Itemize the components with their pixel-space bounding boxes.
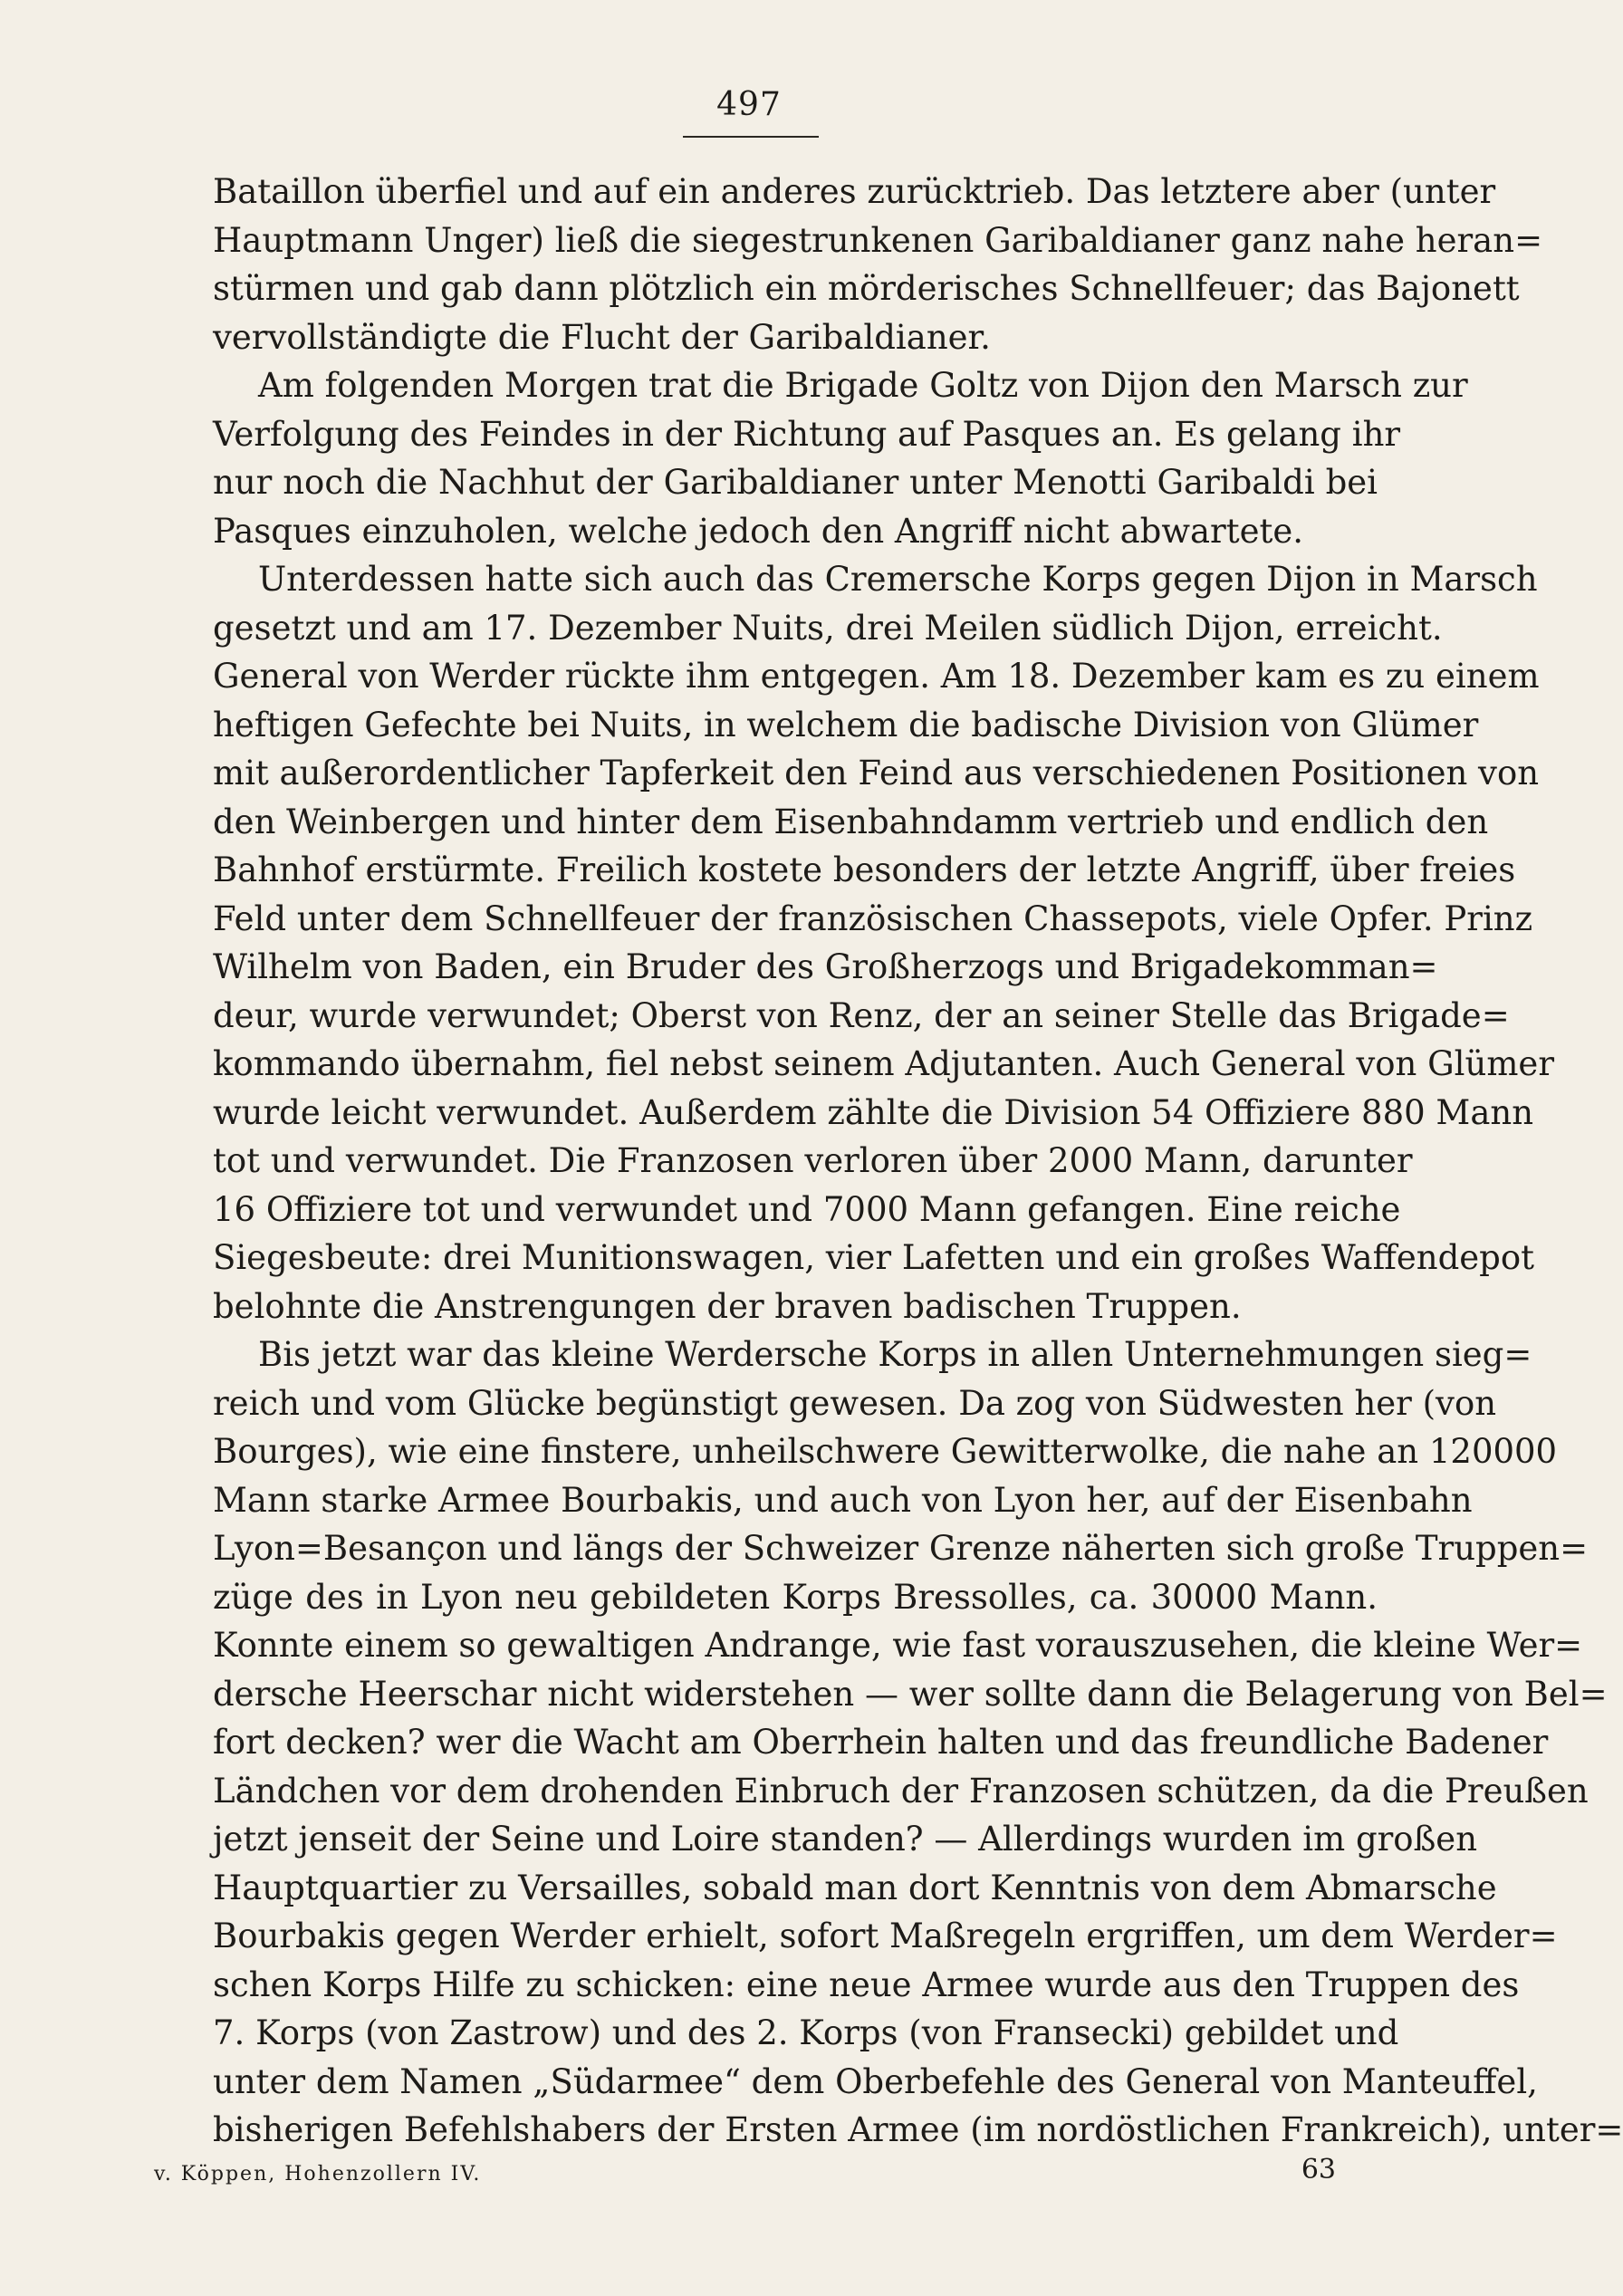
text-line: Pasques einzuholen, welche jedoch den Angriff nicht abwartete. [213, 511, 1304, 551]
page-footer [154, 2154, 1336, 2199]
text-line: Bahnhof erstürmte. Freilich kostete besonders der letzte Angriff, über freies [213, 850, 1516, 889]
text-line: Unterdessen hatte sich auch das Cremersche Korps gegen Dijon in Marsch [258, 560, 1538, 599]
text-line: Feld unter dem Schnellfeuer der französischen Chassepots, viele Opfer. Prinz [213, 898, 1533, 938]
text-line: züge des in Lyon neu gebildeten Korps Bressolles, ca. 30000 Mann. [213, 1577, 1378, 1617]
paragraph-3 [213, 555, 1555, 1331]
text-line: 7. Korps (von Zastrow) und des 2. Korps (von Fransecki) gebildet und [213, 2013, 1399, 2052]
text-line: Mann starke Armee Bourbakis, und auch von Lyon her, auf der Eisenbahn [213, 1480, 1473, 1520]
text-line: unter dem Namen „Südarmee“ dem Oberbefehle des General von Manteuffel, [213, 2061, 1538, 2101]
text-line: kommando übernahm, fiel nebst seinem Adjutanten. Auch General von Glümer [213, 1044, 1555, 1083]
text-line: fort decken? wer die Wacht am Oberrhein halten und das freundliche Badener [213, 1723, 1549, 1762]
header-rule [683, 136, 819, 138]
text-line: 16 Offiziere tot und verwundet und 7000 Mann gefangen. Eine reiche [213, 1189, 1401, 1229]
text-line: Hauptquartier zu Versailles, sobald man dort Kenntnis von dem Abmarsche [213, 1868, 1497, 1907]
text-body [213, 168, 1623, 2155]
text-line: nur noch die Nachhut der Garibaldianer unter Menotti Garibaldi bei [213, 463, 1378, 502]
text-line: belohnte die Anstrengungen der braven badischen Truppen. [213, 1286, 1242, 1326]
text-line: Bis jetzt war das kleine Werdersche Korps in allen Unternehmungen sieg= [258, 1335, 1532, 1374]
text-line: vervollständigte die Flucht der Garibaldianer. [213, 317, 991, 357]
text-line: Ländchen vor dem drohenden Einbruch der Franzosen schützen, da die Preußen [213, 1771, 1589, 1811]
text-line: heftigen Gefechte bei Nuits, in welchem die badische Division von Glümer [213, 705, 1479, 745]
text-line: den Weinbergen und hinter dem Eisenbahndamm vertrieb und endlich den [213, 802, 1489, 841]
paragraph-4 [213, 1331, 1623, 2155]
text-line: deur, wurde verwundet; Oberst von Renz, der an seiner Stelle das Brigade= [213, 995, 1510, 1035]
text-line: wurde leicht verwundet. Außerdem zählte die Division 54 Offiziere 880 Mann [213, 1092, 1534, 1132]
page-number: 497 [716, 86, 782, 123]
signature-mark: 63 [1301, 2154, 1336, 2186]
text-line: Bataillon überfiel und auf ein anderes zurücktrieb. Das letztere aber (unter [213, 172, 1496, 211]
text-line: dersche Heerschar nicht widerstehen — wer sollte dann die Belagerung von Bel= [213, 1674, 1608, 1714]
text-line: Bourbakis gegen Werder erhielt, sofort Maßregeln ergriffen, um dem Werder= [213, 1917, 1558, 1955]
text-line: stürmen und gab dann plötzlich ein mörderisches Schnellfeuer; das Bajonett [213, 269, 1520, 308]
text-line: reich und vom Glücke begünstigt gewesen. Da zog von Südwesten her (von [213, 1383, 1497, 1423]
text-line: Am folgenden Morgen trat die Brigade Goltz von Dijon den Marsch zur [258, 366, 1468, 405]
text-line: Verfolgung des Feindes in der Richtung auf Pasques an. Es gelang ihr [213, 414, 1401, 454]
paragraph-2 [213, 361, 1468, 555]
text-line: Lyon=Besançon und längs der Schweizer Grenze näherten sich große Truppen= [213, 1529, 1589, 1568]
text-line: schen Korps Hilfe zu schicken: eine neue Armee wurde aus den Truppen des [213, 1965, 1520, 2004]
text-line: mit außerordentlicher Tapferkeit den Feind aus verschiedenen Positionen von [213, 754, 1540, 793]
text-line: Wilhelm von Baden, ein Bruder des Großherzogs und Brigadekomman= [213, 947, 1438, 986]
text-line: Siegesbeute: drei Munitionswagen, vier Lafetten und ein großes Waffendepot [213, 1238, 1535, 1277]
text-line: bisherigen Befehlshabers der Ersten Armee (im nordöstlichen Frankreich), unter= [213, 2110, 1623, 2149]
text-line: gesetzt und am 17. Dezember Nuits, drei Meilen südlich Dijon, erreicht. [213, 608, 1443, 648]
text-line: Bourges), wie eine finstere, unheilschwere Gewitterwolke, die nahe an 120000 [213, 1432, 1558, 1471]
footer-reference: v. Köppen, Hohenzollern IV. [154, 2163, 482, 2186]
paragraph-1 [213, 168, 1543, 361]
text-line: jetzt jenseit der Seine und Loire standen? — Allerdings wurden im großen [213, 1820, 1478, 1859]
text-line: tot und verwundet. Die Franzosen verloren über 2000 Mann, darunter [213, 1141, 1413, 1180]
text-line: General von Werder rückte ihm entgegen. Am 18. Dezember kam es zu einem [213, 657, 1540, 696]
text-line: Konnte einem so gewaltigen Andrange, wie fast vorauszusehen, die kleine Wer= [213, 1626, 1583, 1665]
text-line: Hauptmann Unger) ließ die siegestrunkenen Garibaldianer ganz nahe heran= [213, 220, 1543, 260]
